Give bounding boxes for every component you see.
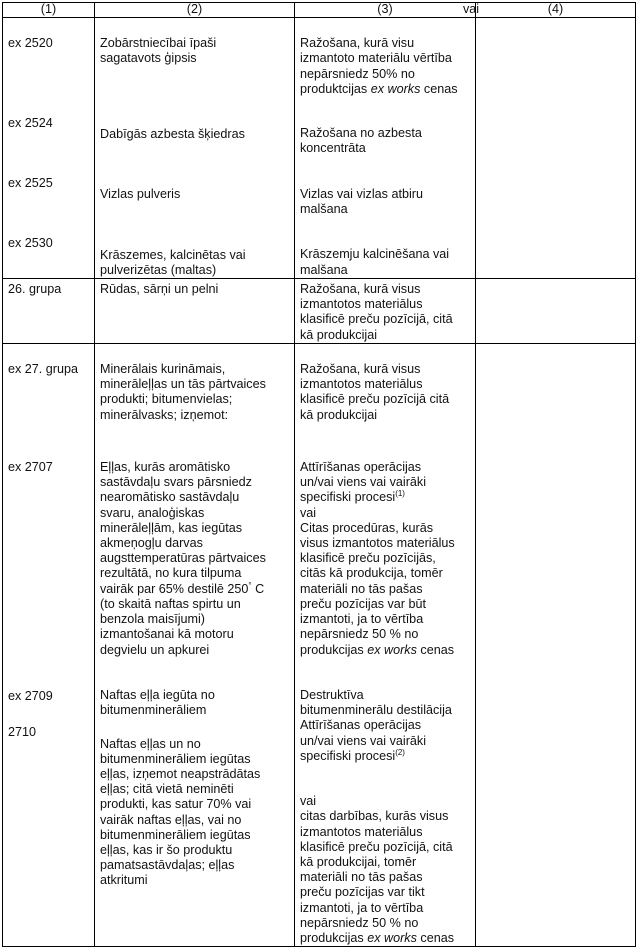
or-label: vai <box>300 794 317 809</box>
row-desc: Eļļas, kurās aromātisko sastāvdaļu svars pārsniedz nearomātisko sastāvdaļu svaru, analoģiskas minerāleļļām, kas iegūtas akmeņogļu darvas augsttemperatūras pārtvaices rezultātā, no kura tilpuma vairāk par 65% destilē 250 <box>100 460 266 596</box>
row-desc: Naftas eļļas un no bitumenminerāliem iegūtas eļļas, izņemot neapstrādātas eļļas; citā vietā neminēti produkti, kas satur 70% vai vairāk naftas eļļas, vai no bitumenminerāliem iegūtas eļļas, kas ir šo produktu pamatsastāvdaļas; eļļas atkritumi <box>100 736 261 888</box>
row-rule: cenas <box>423 81 458 96</box>
desc-cell <box>95 343 295 946</box>
or-label: vai <box>300 505 317 520</box>
row-rule: cenas <box>420 930 454 945</box>
row-rule: Attīrīšanas operācijas un/vai viens vai vairāki specifiski procesi <box>300 460 426 505</box>
header-col3-cell <box>295 2 480 18</box>
header-vai: vai <box>463 2 480 16</box>
code-cell <box>3 279 95 344</box>
row-rule: Vizlas vai vizlas atbiru malšana <box>300 186 423 217</box>
header-col4: (4) <box>476 3 636 18</box>
rule-cell <box>295 18 476 279</box>
header-col3: (3) <box>377 2 393 16</box>
rule-cell <box>295 343 476 946</box>
row-rule: Destruktīva bitumenminerālu destilācija <box>300 687 452 718</box>
row-rule: Ražošana, kurā visu izmantoto materiālu vērtība nepārsniedz 50% no produktcijas <box>300 36 452 96</box>
header-row <box>3 3 636 18</box>
ex-works: ex works <box>370 81 421 96</box>
row-desc: Krāszemes, kalcinētas vai pulverizētas (maltas) <box>100 247 246 277</box>
row-rule: Ražošana, kurā visus izmantotos materiālus klasificē preču pozīcijā citā kā produkcijai <box>300 362 450 422</box>
row-desc: C (to skaitā naftas spirtu un benzola maisījumi) izmantošanai kā motoru degvielu un apkurei <box>100 581 265 657</box>
row-desc: Dabīgās azbesta šķiedras <box>100 126 245 141</box>
row-code: ex 2520 <box>8 36 53 51</box>
row-code: 26. grupa <box>8 282 62 297</box>
row-code: ex 27. grupa <box>8 362 79 377</box>
row-rule: Citas procedūras, kurās visus izmantotos materiālus klasificē preču pozīcijās, citās kā produkcija, tomēr materiāli no tās pašas preču pozīcijas var būt izmantoti, ja to vērtība nepārsniedz 50 % no produkcijas <box>300 520 455 657</box>
desc-cell <box>95 279 295 344</box>
ex-works: ex works <box>367 930 417 945</box>
rules-table <box>2 2 636 947</box>
row-desc: Zobārstniecībai īpaši sagatavots ģipsis <box>100 36 217 66</box>
header-col1: (1) <box>3 3 95 18</box>
col4-cell <box>476 18 636 279</box>
table-row <box>3 279 636 344</box>
row-code: ex 2524 <box>8 115 53 130</box>
row-desc: Rūdas, sārņi un pelni <box>100 282 219 297</box>
header-col2: (2) <box>95 3 295 18</box>
footnote-ref: (1) <box>395 489 405 499</box>
row-code: ex 2525 <box>8 176 53 191</box>
row-code: ex 2530 <box>8 236 53 251</box>
ex-works: ex works <box>367 642 417 657</box>
row-rule: citas darbības, kurās visus izmantotos materiālus klasificē preču pozīcijā, citā kā produkcijai, tomēr materiāli no tās pašas preču pozīcijas var tikt izmantoti, ja to vērtība nepārsniedz 50 % no produkcijas <box>300 809 453 945</box>
row-code: ex 2707 <box>8 460 53 475</box>
row-rule: cenas <box>420 642 454 657</box>
row-rule: Attīrīšanas operācijas un/vai viens vai vairāki specifiski procesi <box>300 718 426 763</box>
col4-cell <box>476 343 636 946</box>
code-cell <box>3 343 95 946</box>
desc-cell <box>95 18 295 279</box>
row-desc: Vizlas pulveris <box>100 187 181 202</box>
col4-cell <box>476 279 636 344</box>
row-code: 2710 <box>8 725 37 740</box>
row-rule: Ražošana no azbesta koncentrāta <box>300 126 422 156</box>
row-rule: Ražošana, kurā visus izmantotos materiālus klasificē preču pozīcijā, citā kā produkcijai <box>300 282 453 342</box>
rule-cell <box>295 279 476 344</box>
degree-sign: ° <box>248 580 252 590</box>
table-row <box>3 343 636 946</box>
row-rule: Krāszemju kalcinēšana vai malšana <box>300 247 450 277</box>
row-desc: Minerālais kurināmais, minerāleļļas un tās pārtvaices produkti; bitumenvielas; minerālvasks; izņemot: <box>100 362 266 422</box>
table-row <box>3 18 636 279</box>
footnote-ref: (2) <box>395 747 405 757</box>
code-cell <box>3 18 95 279</box>
row-desc: Naftas eļļa iegūta no bitumenminerāliem <box>100 687 215 718</box>
row-code: ex 2709 <box>8 688 53 703</box>
